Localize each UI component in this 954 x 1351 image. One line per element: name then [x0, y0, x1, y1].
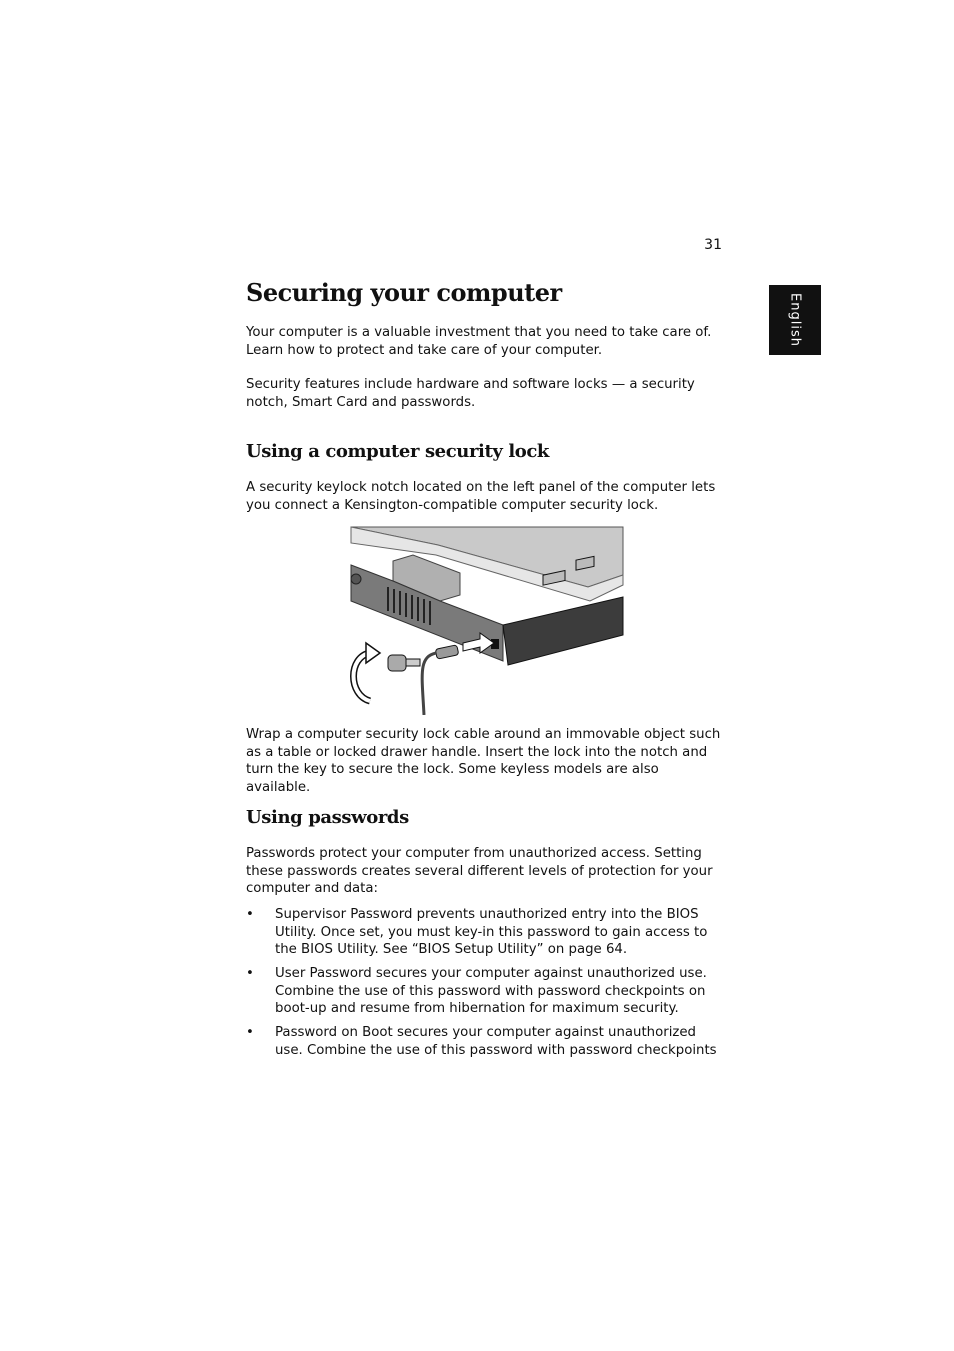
passwords-paragraph: Passwords protect your computer from unauthorized access. Setting these passwords creates several different levels of protection for your computer and data: [246, 846, 713, 896]
bullet-marker: • [246, 1025, 254, 1040]
section-heading-security-lock: Using a computer security lock [246, 441, 550, 462]
security-lock-paragraph-1: A security keylock notch located on the left panel of the computer lets you connect a Kensington-compatible computer security lock. [246, 480, 716, 513]
page-number: 31 [704, 237, 722, 253]
bullet-marker: • [246, 907, 254, 922]
section-heading-passwords: Using passwords [246, 807, 409, 828]
intro-paragraph-1: Your computer is a valuable investment that you need to take care of. Learn how to protect and take care of your computer. [246, 325, 712, 358]
intro-paragraph-2: Security features include hardware and software locks — a security notch, Smart Card and passwords. [246, 377, 695, 410]
laptop-security-lock-illustration [318, 525, 658, 715]
language-side-tab [769, 285, 821, 355]
list-item-text: Password on Boot secures your computer against unauthorized use. Combine the use of this password with password checkpoints [275, 1025, 717, 1058]
list-item-text: Supervisor Password prevents unauthorized entry into the BIOS Utility. Once set, you must key-in this password to gain access to the BIOS Utility. See “BIOS Setup Utility” on page 64. [275, 907, 708, 957]
page-title: Securing your computer [246, 278, 562, 307]
side-tab-label: English [787, 293, 803, 347]
bullet-marker: • [246, 966, 254, 981]
security-lock-paragraph-2: Wrap a computer security lock cable around an immovable object such as a table or locked drawer handle. Insert the lock into the notch and turn the key to secure the lock. Some keyless models are also available. [246, 727, 721, 795]
list-item-text: User Password secures your computer against unauthorized use. Combine the use of this password with password checkpoints on boot-up and resume from hibernation for maximum security. [275, 966, 707, 1016]
